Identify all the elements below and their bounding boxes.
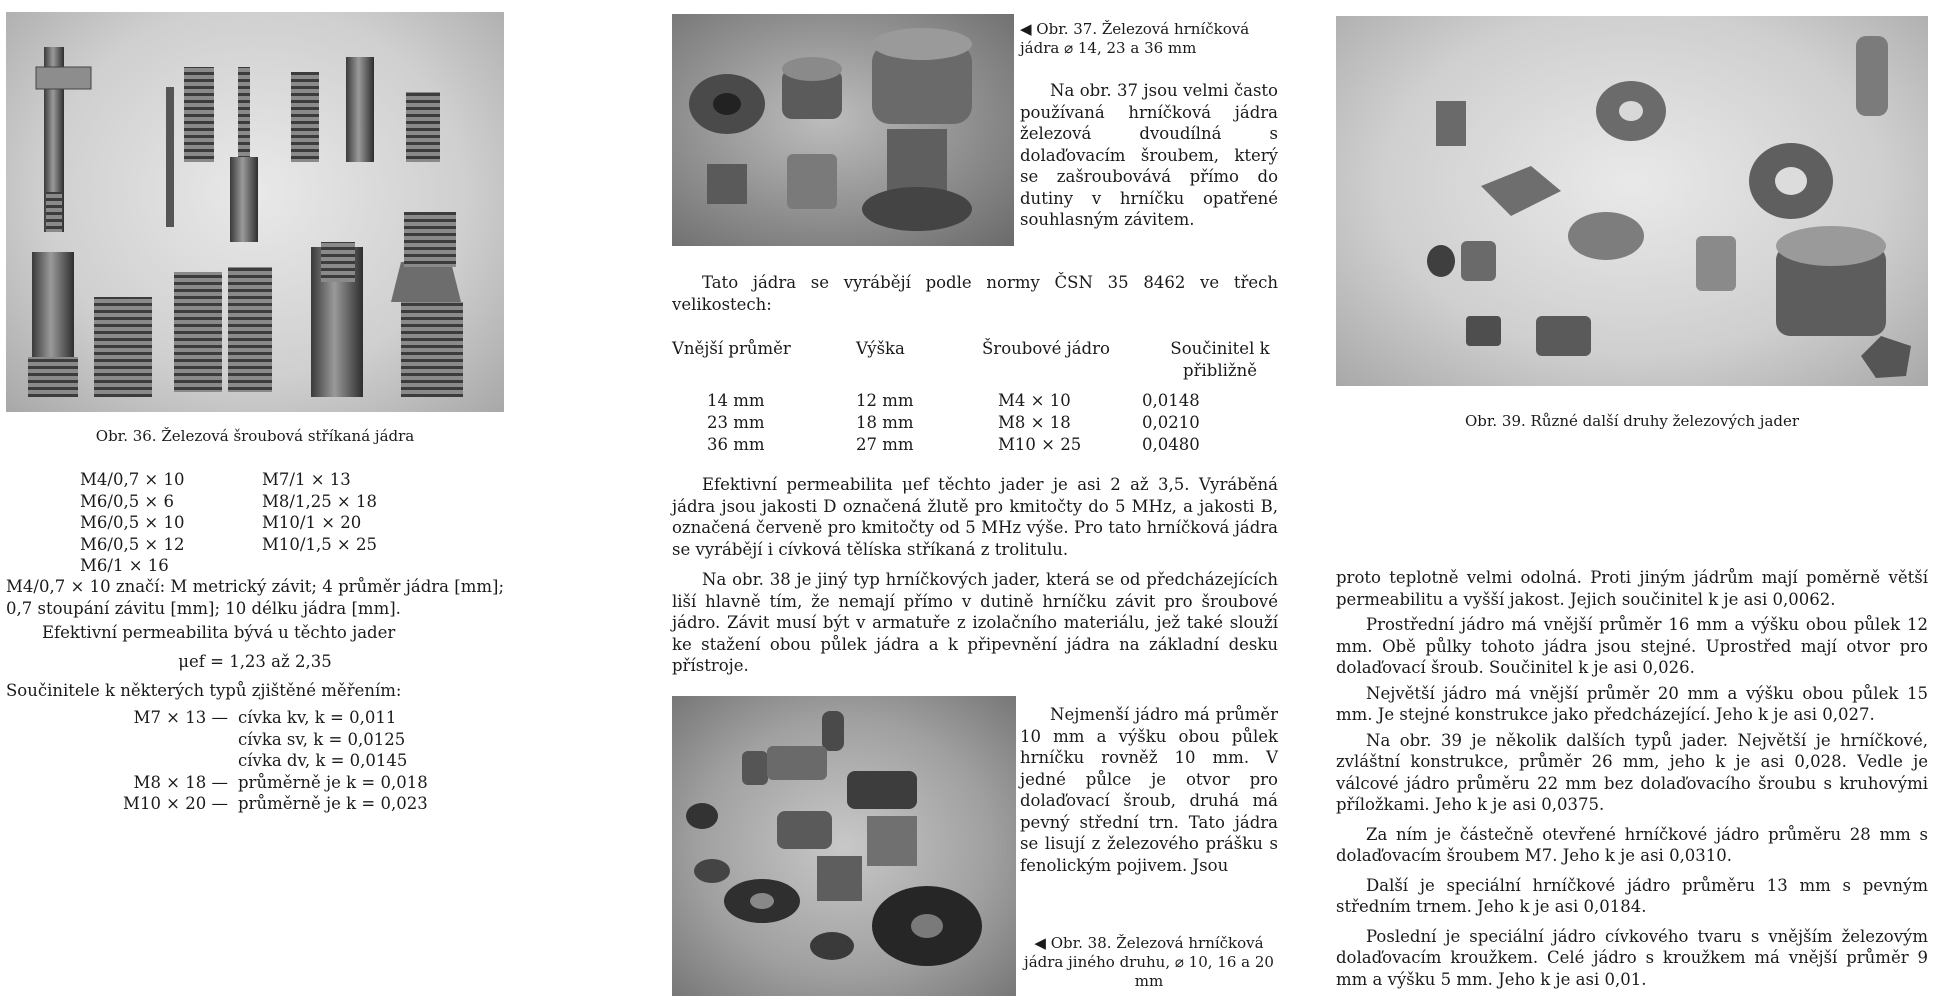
table-row bbox=[672, 390, 1282, 412]
figure-36-photo bbox=[6, 12, 504, 412]
figure-37-photo bbox=[672, 14, 1014, 246]
core-size: M10/1,5 × 25 bbox=[262, 534, 378, 554]
permeability-formula: μef = 1,23 až 2,35 bbox=[178, 652, 332, 671]
figure-38-photo bbox=[672, 696, 1016, 996]
k-row-desc: cívka dv, k = 0,0145 bbox=[238, 751, 408, 770]
k-row-type bbox=[60, 729, 228, 751]
table-cell-coefficient: 0,0148 bbox=[1142, 391, 1200, 410]
table-header-coefficient: Součinitel k přibližně bbox=[1170, 339, 1270, 380]
table-cell-coefficient: 0,0480 bbox=[1142, 435, 1200, 454]
k-row bbox=[60, 793, 500, 815]
k-row-type bbox=[60, 750, 228, 772]
table-cell-diameter: 23 mm bbox=[707, 413, 765, 432]
k-row-desc: průměrně je k = 0,023 bbox=[238, 794, 428, 813]
paragraph: Za ním je částečně otevřené hrníčkové jádro průměru 28 mm s dolaďovacím šroubem M7. Jeho k je asi 0,0310. bbox=[1336, 824, 1928, 865]
table-cell-height: 27 mm bbox=[856, 435, 914, 454]
k-row-type: M8 × 18 — bbox=[133, 772, 228, 792]
table-header-diameter: Vnější průměr bbox=[672, 339, 791, 358]
size-explanation: M4/0,7 × 10 značí: M metrický závit; 4 průměr jádra [mm]; 0,7 stoupání závitu [mm]; 10 délku jádra [mm]. bbox=[6, 577, 504, 618]
paragraph: Na obr. 39 je několik dalších typů jader. Největší je hrníčkové, zvláštní konstrukce, průměr 26 mm, jeho k je asi 0,028. Vedle je válcové jádro průměru 22 mm bez dolaďovacího šroubu s kruhovými příložkami. Jeho k je asi 0,0375. bbox=[1336, 730, 1928, 814]
paragraph-fig38: Na obr. 38 je jiný typ hrníčkových jader, která se od předcházejících liší hlavně tím, že nemají přímo v dutině hrníčku závit pro šroubové jádro. Závit musí být v armatuře z izolačního materiálu, jež také slouží ke stažení obou půlek jádra a k připevnění jádra na základní desku přístroje. bbox=[672, 570, 1278, 675]
paragraph-fig37: Na obr. 37 jsou velmi často používaná hrníčková jádra železová dvoudílná s dolaďovacím šroubem, který se zašroubovává přímo do dutiny v hrníčku opatřené souhlasným závitem. bbox=[1020, 81, 1278, 229]
permeability-intro: Efektivní permeabilita bývá u těchto jader bbox=[42, 623, 396, 642]
k-row bbox=[60, 750, 500, 772]
core-sizes-col1 bbox=[80, 469, 260, 577]
figure-38-caption: ◀ Obr. 38. Železová hrníčková jádra jiného druhu, ⌀ 10, 16 a 20 mm bbox=[1024, 934, 1274, 990]
table-cell-height: 12 mm bbox=[856, 391, 914, 410]
core-size: M4/0,7 × 10 bbox=[80, 470, 185, 489]
k-row-desc: průměrně je k = 0,018 bbox=[238, 772, 428, 792]
k-row-type: M10 × 20 — bbox=[123, 794, 228, 813]
k-row-desc: cívka sv, k = 0,0125 bbox=[238, 729, 406, 749]
paragraph-permeability: Efektivní permeabilita μef těchto jader je asi 2 až 3,5. Vyráběná jádra jsou jakosti D označená žlutě pro kmitočty do 5 MHz, a jakosti B, označená červeně pro kmitočty od 5 MHz výše. Pro tato hrníčková jádra se vyrábějí i cívková tělíska stříkaná z trolitulu. bbox=[672, 475, 1278, 559]
paragraph: Poslední je speciální jádro cívkového tvaru s vnějším železovým dolaďovacím kroužkem. Celé jádro s kroužkem má vnější průměr 9 mm a výšku 5 mm. Jeho k je asi 0,01. bbox=[1336, 926, 1928, 989]
paragraph: Největší jádro má vnější průměr 20 mm a výšku obou půlek 15 mm. Je stejné konstrukce jako předcházející. Jeho k je asi 0,027. bbox=[1336, 683, 1928, 724]
core-size: M6/1 × 16 bbox=[80, 556, 169, 575]
core-size: M7/1 × 13 bbox=[262, 470, 351, 489]
core-sizes-col2 bbox=[262, 469, 462, 555]
table-cell-diameter: 36 mm bbox=[707, 435, 765, 454]
k-row bbox=[60, 707, 500, 729]
table-cell-screw: M4 × 10 bbox=[998, 391, 1071, 410]
table-header-screw: Šroubové jádro bbox=[982, 339, 1110, 358]
k-values-table bbox=[60, 707, 500, 815]
core-size: M10/1 × 20 bbox=[262, 513, 362, 532]
core-size: M6/0,5 × 10 bbox=[80, 513, 185, 532]
table-cell-diameter: 14 mm bbox=[707, 391, 765, 410]
table-header-height: Výška bbox=[856, 339, 905, 358]
paragraph-smallest-core: Nejmenší jádro má průměr 10 mm a výšku obou půlek hrníčku rovněž 10 mm. V jedné půlce je otvor pro dolaďovací šroub, druhá má pevný střední trn. Tato jádra se lisují z železového prášku s fenolickým pojivem. Jsou bbox=[1020, 705, 1278, 875]
figure-39-caption: Obr. 39. Různé další druhy železových jader bbox=[1464, 412, 1800, 430]
table-cell-height: 18 mm bbox=[856, 413, 914, 432]
table-cell-coefficient: 0,0210 bbox=[1142, 413, 1200, 432]
paragraph: Prostřední jádro má vnější průměr 16 mm a výšku obou půlek 12 mm. Obě půlky tohoto jádra jsou stejné. Uprostřed mají otvor pro dolaďovací šroub. Součinitel k je asi 0,026. bbox=[1336, 615, 1928, 677]
k-row bbox=[60, 772, 500, 794]
k-row-desc: cívka kv, k = 0,011 bbox=[238, 708, 397, 727]
paragraph: Další je speciální hrníčkové jádro průměru 13 mm s pevným středním trnem. Jeho k je asi 0,0184. bbox=[1336, 875, 1928, 916]
figure-39-photo bbox=[1336, 16, 1928, 386]
right-text-block bbox=[1336, 567, 1928, 990]
core-size: M6/0,5 × 12 bbox=[80, 534, 185, 554]
figure-37-caption: ◀ Obr. 37. Železová hrníčková jádra ⌀ 14, 23 a 36 mm bbox=[1020, 20, 1250, 57]
k-row-type: M7 × 13 — bbox=[133, 708, 228, 727]
table-cell-screw: M8 × 18 bbox=[998, 413, 1071, 432]
core-size: M8/1,25 × 18 bbox=[262, 491, 378, 511]
core-size: M6/0,5 × 6 bbox=[80, 491, 175, 511]
paragraph-norm: Tato jádra se vyrábějí podle normy ČSN 35 8462 ve třech velikostech: bbox=[672, 273, 1278, 314]
table-cell-screw: M10 × 25 bbox=[998, 435, 1082, 454]
paragraph: proto teplotně velmi odolná. Proti jiným jádrům mají poměrně větší permeabilitu a vyšší jakost. Jejich součinitel k je asi 0,0062. bbox=[1336, 568, 1928, 609]
figure-36-caption: Obr. 36. Železová šroubová stříkaná jádra bbox=[95, 427, 415, 445]
k-intro: Součinitele k některých typů zjištěné měřením: bbox=[6, 681, 402, 700]
table-row bbox=[672, 412, 1282, 434]
table-row bbox=[672, 434, 1282, 456]
k-row bbox=[60, 729, 500, 751]
